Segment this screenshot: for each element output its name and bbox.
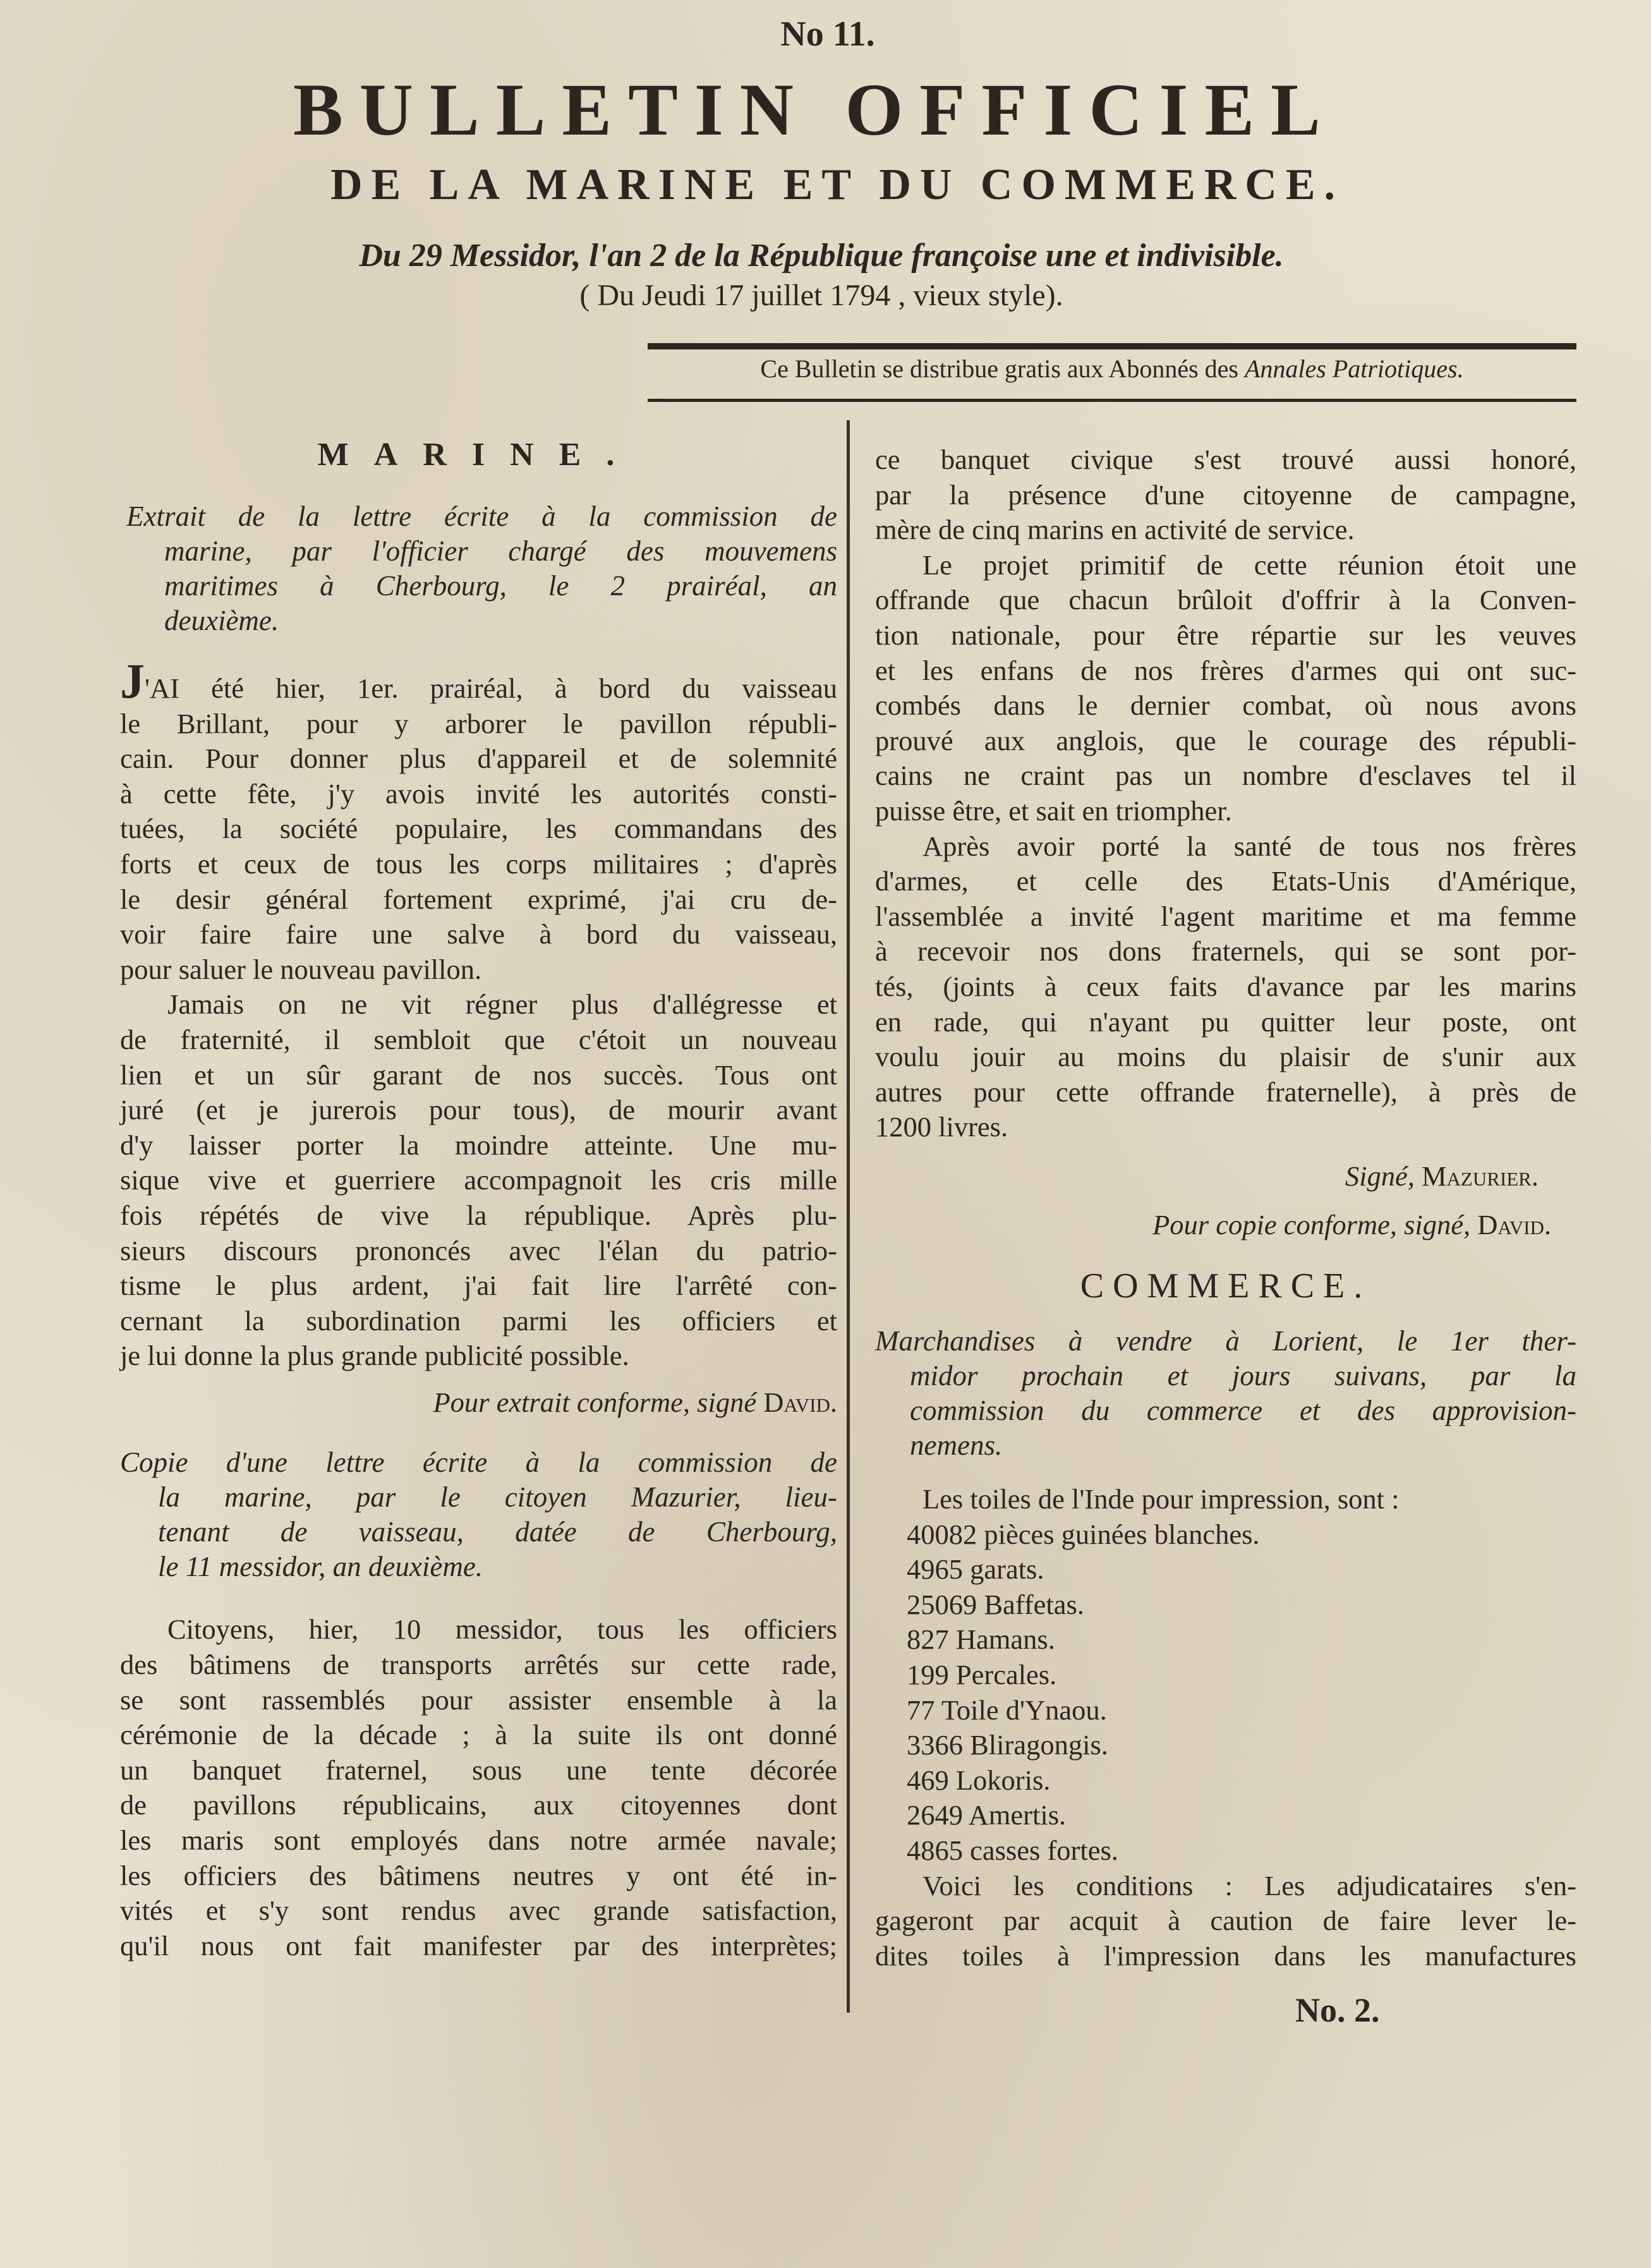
list-item: 40082 pièces guinées blanches. (907, 1518, 1260, 1550)
list-item: 3366 Bliragongis. (907, 1729, 1108, 1761)
header-rule-thick (648, 343, 1576, 349)
list-item: 827 Hamans. (907, 1623, 1055, 1656)
distribution-note: Ce Bulletin se distribue gratis aux Abonnés des Annales Patriotiques. (760, 355, 1464, 383)
drop-cap: J (120, 653, 145, 708)
sale-conditions: Voici les conditions : Les adjudicataires s'en- gageront par acquit à caution de faire lever le- dites toiles à l'impression dans les manufactures (875, 1869, 1576, 1972)
list-item: 4965 garats. (907, 1553, 1044, 1586)
header-rule-thin (648, 399, 1576, 402)
commerce-title: Marchandises à vendre à Lorient, le 1er ther- midor prochain et jours suivans, par la commission du commerce et des approvision- nemens. (875, 1325, 1576, 1462)
copy-title: Copie d'une lettre écrite à la commission de la marine, par le citoyen Mazurier, lieu- tenant de vaisseau, datée de Cherbourg, le 11 messidor, an deuxième. (120, 1446, 837, 1583)
letter-cherbourg-prairial: J'AI été hier, 1er. prairéal, à bord du vaisseau le Brillant, pour y arborer le pavillon républi- cain. Pour donner plus d'appareil et de solemnité à cette fête, j'y avois invité les autorités consti- tuées, la société populaire, les commandans des forts et ceux de tous les corps militaires ; d'après le desir général fortement exprimé, j'ai cru de- voir faire faire une salve à bord du vaisseau, pour saluer le nouveau pavillon. Jamais on ne vit régner plus d'allégresse et de fraternité, il sembloit que c'étoit un nouveau lien et un sûr garant de nos succès. Tous ont juré (et je jurerois pour tous), de mourir avant d'y laisser porter la moindre atteinte. Une mu- sique vive et guerriere accompagnoit les cris mille fois répétés de vive la république. Après plu- sieurs discours prononcés avec l'élan du patrio- tisme le plus ardent, j'ai fait lire l'arrêté con- cernant la subordination parmi les officiers et je lui donne la plus grande publicité possible. (120, 653, 837, 1372)
signature-extract: Pour extrait conforme, signé David. (433, 1386, 837, 1418)
issue-number: No 11. (780, 15, 875, 54)
date-gregorian: ( Du Jeudi 17 juillet 1794 , vieux style). (579, 279, 1063, 312)
journal-name: Annales Patriotiques. (1244, 355, 1464, 383)
section-title-marine: MARINE. (317, 437, 640, 473)
masthead-title: BULLETIN OFFICIEL (293, 68, 1337, 151)
goods-list (875, 1517, 1576, 1869)
list-item: 199 Percales. (907, 1659, 1057, 1691)
goods-intro: Les toiles de l'Inde pour impression, sont : (922, 1483, 1400, 1515)
left-column (120, 436, 837, 1963)
signature-mazurier: Signé, Mazurier. (1345, 1160, 1539, 1192)
right-column (875, 442, 1576, 1974)
list-item: 25069 Baffetas. (907, 1588, 1084, 1620)
letter-mazurier-continued: ce banquet civique s'est trouvé aussi honoré, par la présence d'une citoyenne de campagne, mère de cinq marins en activité de service. Le projet primitif de cette réunion étoit une offrande que chacun brûloit d'offrir à la Conven- tion nationale, pour être répartie sur les veuves et les enfans de nos frères d'armes qui ont suc- combés dans le dernier combat, où nous avons prouvé aux anglois, que le courage des républi- cains ne craint pas un nombre d'esclaves tel il puisse être, et sait en triompher. Après avoir porté la santé de tous nos frères d'armes, et celle des Etats-Unis d'Amérique, l'assemblée a invité l'agent maritime et ma femme à recevoir nos dons fraternels, qui se sont por- tés, (joints à ceux faits d'avance par les marins en rade, qui n'ayant pu quitter leur poste, ont voulu jouir au moins du plaisir de s'unir aux autres pour cette offrande fraternelle), à près de 1200 livres. (875, 444, 1576, 1143)
signature-copy: Pour copie conforme, signé, David. (1152, 1209, 1551, 1241)
section-title-commerce: COMMERCE. (1080, 1266, 1372, 1306)
list-item: 77 Toile d'Ynaou. (907, 1694, 1107, 1726)
list-item: 2649 Amertis. (907, 1799, 1067, 1831)
list-item: 469 Lokoris. (907, 1764, 1051, 1796)
extract-title: Extrait de la lettre écrite à la commission de marine, par l'officier chargé des mouvemens maritimes à Cherbourg, le 2 prairéal, an deuxième. (126, 500, 837, 636)
date-republican: Du 29 Messidor, l'an 2 de la République françoise une et indivisible. (359, 238, 1284, 274)
letter-mazurier: Citoyens, hier, 10 messidor, tous les officiers des bâtimens de transports arrêtés sur cette rade, se sont rassemblés pour assister ensemble à la cérémonie de la décade ; à la suite ils ont donné un banquet fraternel, sous une tente décorée de pavillons républicains, aux citoyennes dont les maris sont employés dans notre armée navale; les officiers des bâtimens neutres y ont été in- vités et s'y sont rendus avec grande satisfaction, qu'il nous ont fait manifester par des interprètes; (120, 1613, 837, 1962)
column-divider (847, 420, 850, 2013)
masthead-subtitle: DE LA MARINE ET DU COMMERCE. (330, 161, 1345, 209)
list-item: 4865 casses fortes. (907, 1834, 1118, 1866)
page-marker: No. 2. (1295, 1991, 1380, 2029)
